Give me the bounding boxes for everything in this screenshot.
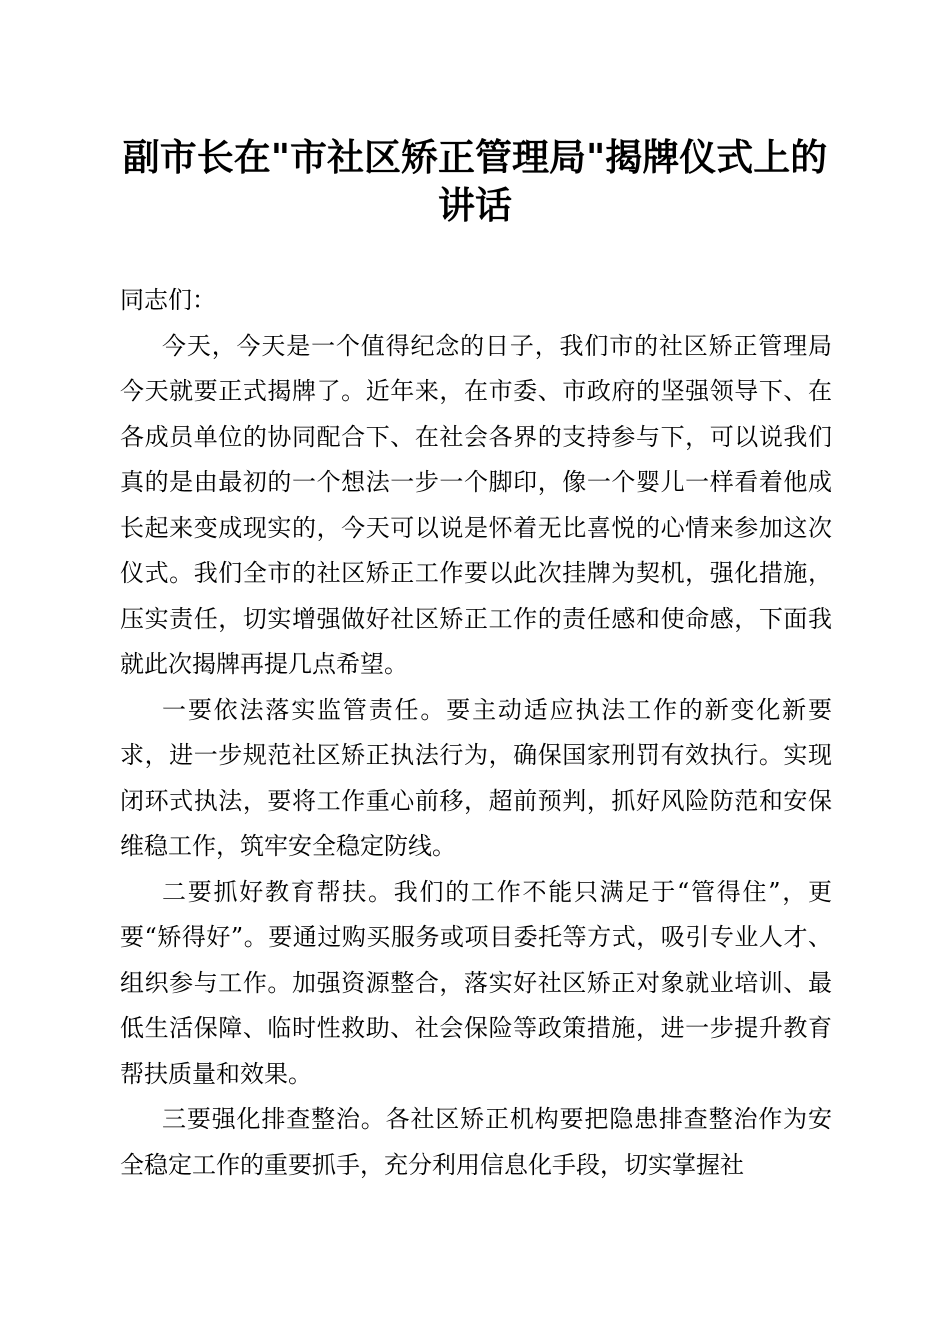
document-body (120, 278, 832, 1188)
paragraph-inspection: 三要强化排查整治。各社区矫正机构要把隐患排查整治作为安全稳定工作的重要抓手，充分利用信息化手段，切实掌握社 (120, 1105, 832, 1179)
paragraph-education: 二要抓好教育帮扶。我们的工作不能只满足于“管得住”，更要“矫得好”。要通过购买服务或项目委托等方式，吸引专业人才、组织参与工作。加强资源整合，落实好社区矫正对象就业培训、最低生活保障、临时性救助、社会保险等政策措施，进一步提升教育帮扶质量和效果。 (120, 877, 832, 1088)
document-title: 副市长在"市社区矫正管理局"揭牌仪式上的讲话 (122, 135, 828, 227)
paragraph-intro: 今天，今天是一个值得纪念的日子，我们市的社区矫正管理局今天就要正式揭牌了。近年来，在市委、市政府的坚强领导下、在各成员单位的协同配合下、在社会各界的支持参与下，可以说我们真的是由最初的一个想法一步一个脚印，像一个婴儿一样看着他成长起来变成现实的，今天可以说是怀着无比喜悦的心情来参加这次仪式。我们全市的社区矫正工作要以此次挂牌为契机，强化措施，压实责任，切实增强做好社区矫正工作的责任感和使命感，下面我就此次揭牌再提几点希望。 (120, 331, 832, 678)
salutation: 同志们： (120, 286, 216, 314)
paragraph-supervision: 一要依法落实监管责任。要主动适应执法工作的新变化新要求，进一步规范社区矫正执法行为，确保国家刑罚有效执行。实现闭环式执法，要将工作重心前移，超前预判，抓好风险防范和安保维稳工作，筑牢安全稳定防线。 (120, 695, 832, 860)
